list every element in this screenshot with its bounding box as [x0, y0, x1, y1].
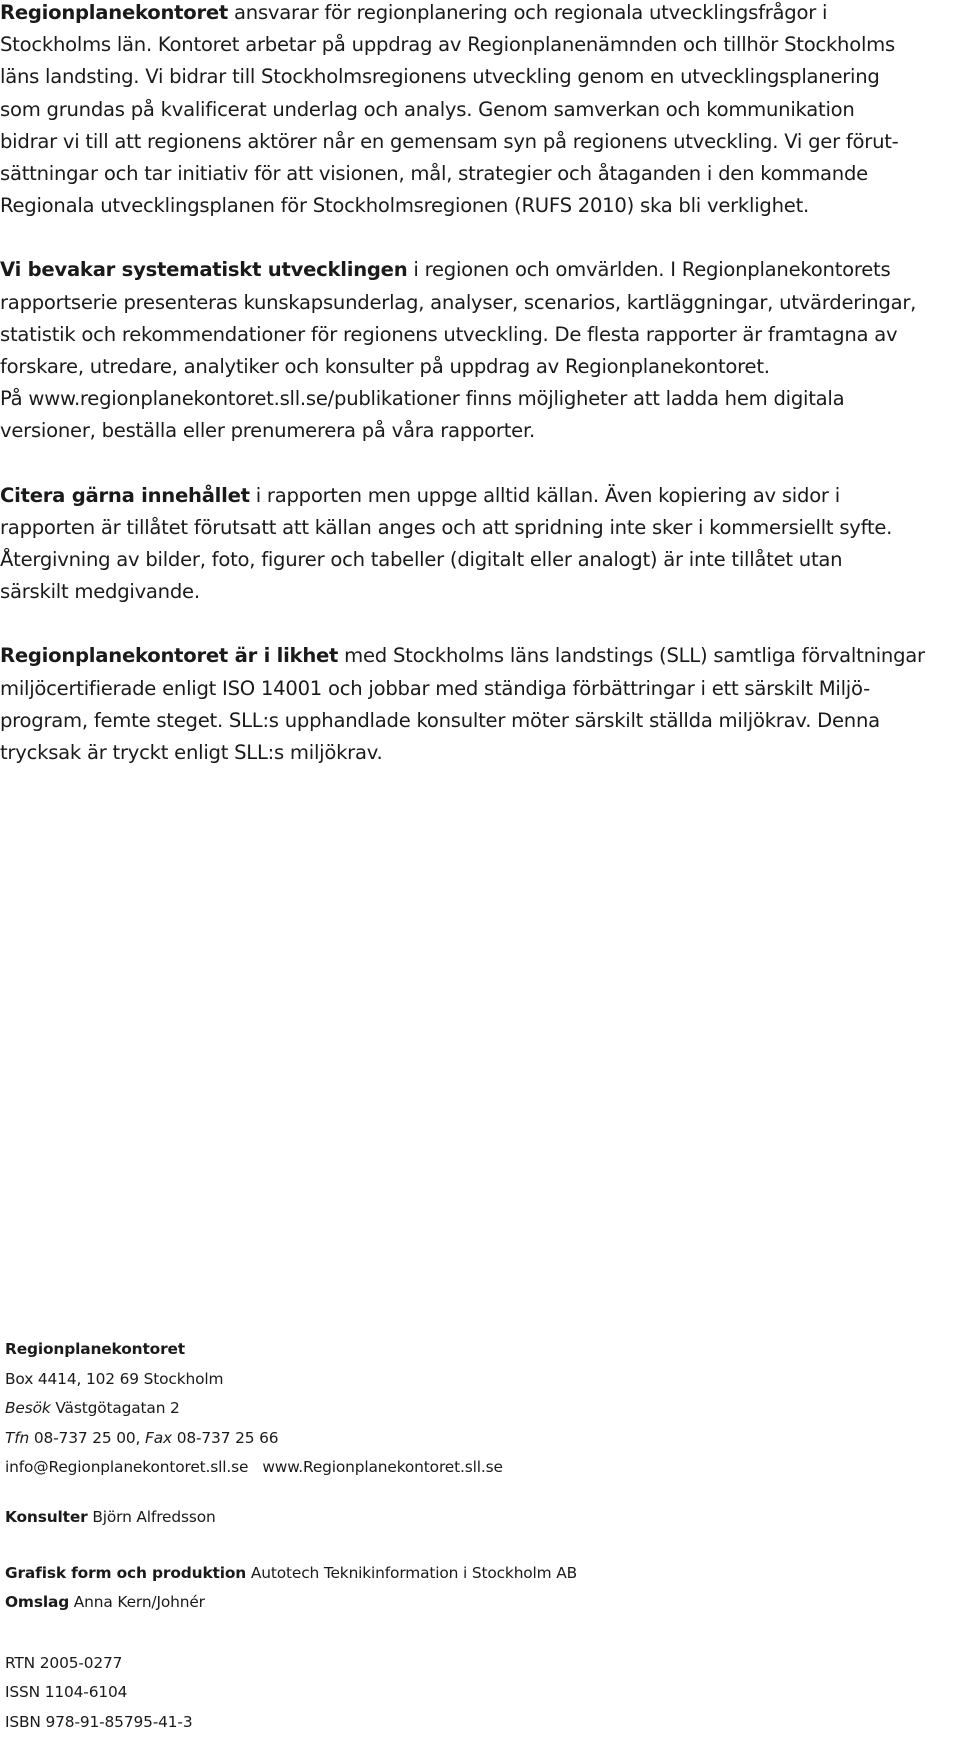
identifiers-block [5, 1649, 905, 1738]
email-link[interactable]: info@Regionplanekontoret.sll.se [5, 1458, 249, 1477]
postal-address: Box 4414, 102 69 Stockholm [5, 1369, 224, 1388]
rtn-number: RTN 2005-0277 [5, 1653, 123, 1672]
paragraph-line: statistik och rekommendationer för regionens utveckling. De flesta rapporter är framtagna av [0, 322, 898, 346]
paragraph-line: sättningar och tar initiativ för att visionen, mål, strategier och åtaganden i den kommande [0, 162, 868, 186]
paragraph-line: ansvarar för regionplanering och regionala utvecklingsfrågor i [228, 1, 828, 24]
paragraph-lead: Regionplanekontoret är i likhet [0, 644, 339, 668]
cover-label: Omslag [5, 1593, 70, 1612]
paragraph-line: forskare, utredare, analytiker och konsulter på uppdrag av Regionplanekontoret. [0, 355, 770, 379]
paragraph-line: Återgivning av bilder, foto, figurer och tabeller (digitalt eller analogt) är inte tillåtet utan [0, 548, 843, 572]
consultant-value: Björn Alfredsson [87, 1507, 216, 1526]
consultant-label: Konsulter [5, 1507, 88, 1526]
org-name: Regionplanekontoret [5, 1340, 186, 1358]
paragraph-about [0, 0, 952, 222]
website-link[interactable]: www.Regionplanekontoret.sll.se [262, 1458, 503, 1477]
paragraph-environment [0, 640, 952, 769]
phone-fax: Tfn 08-737 25 00, Fax 08-737 25 66 [5, 1428, 279, 1447]
paragraph-line: trycksak är tryckt enligt SLL:s miljökrav. [0, 741, 383, 765]
paragraph-monitoring [0, 254, 952, 447]
paragraph-lead: Vi bevakar systematiskt utvecklingen [0, 258, 408, 282]
paragraph-lead: Regionplanekontoret [0, 1, 229, 24]
paragraph-line: versioner, beställa eller prenumerera på våra rapporter. [0, 419, 535, 443]
paragraph-line: Stockholms län. Kontoret arbetar på uppdrag av Regionplanenämnden och tillhör Stockholms [0, 33, 895, 57]
main-text [0, 0, 952, 769]
paragraph-citation [0, 480, 952, 609]
colophon [5, 1335, 905, 1738]
visit-address: Besök Västgötagatan 2 [5, 1399, 180, 1418]
paragraph-line: program, femte steget. SLL:s upphandlade konsulter möter särskilt ställda miljökrav. Denna [0, 708, 880, 732]
paragraph-line: bidrar vi till att regionens aktörer når en gemensam syn på regionens utveckling. Vi ger förut- [0, 129, 899, 153]
production-block [5, 1559, 905, 1618]
paragraph-line: På www.regionplanekontoret.sll.se/publikationer finns möjligheter att ladda hem digitala [0, 387, 845, 411]
paragraph-line: särskilt medgivande. [0, 580, 200, 604]
production-label: Grafisk form och produktion [5, 1563, 247, 1582]
paragraph-line: rapportserie presenteras kunskapsunderlag, analyser, scenarios, kartläggningar, utvärderingar, [0, 290, 917, 314]
paragraph-line: Regionala utvecklingsplanen för Stockholmsregionen (RUFS 2010) ska bli verklighet. [0, 194, 809, 218]
consultant-block [5, 1503, 905, 1533]
paragraph-line: miljöcertifierade enligt ISO 14001 och jobbar med ständiga förbättringar i ett särskilt Miljö- [0, 676, 870, 700]
isbn-number: ISBN 978-91-85795-41-3 [5, 1712, 193, 1731]
cover-value: Anna Kern/Johnér [69, 1593, 205, 1612]
issn-number: ISSN 1104-6104 [5, 1683, 128, 1702]
paragraph-lead: Citera gärna innehållet [0, 483, 250, 507]
paragraph-line: med Stockholms läns landstings (SLL) samtliga förvaltningar [338, 644, 925, 668]
production-value: Autotech Teknikinformation i Stockholm AB [246, 1563, 578, 1582]
contact-block [5, 1335, 905, 1483]
paragraph-line: rapporten är tillåtet förutsatt att källan anges och att spridning inte sker i kommersiellt syfte. [0, 515, 893, 539]
paragraph-line: som grundas på kvalificerat underlag och analys. Genom samverkan och kommunikation [0, 97, 855, 121]
paragraph-line: i rapporten men uppge alltid källan. Även kopiering av sidor i [249, 483, 840, 507]
paragraph-line: läns landsting. Vi bidrar till Stockholmsregionens utveckling genom en utvecklingsplanering [0, 65, 880, 89]
paragraph-line: i regionen och omvärlden. I Regionplanekontorets [407, 258, 891, 282]
